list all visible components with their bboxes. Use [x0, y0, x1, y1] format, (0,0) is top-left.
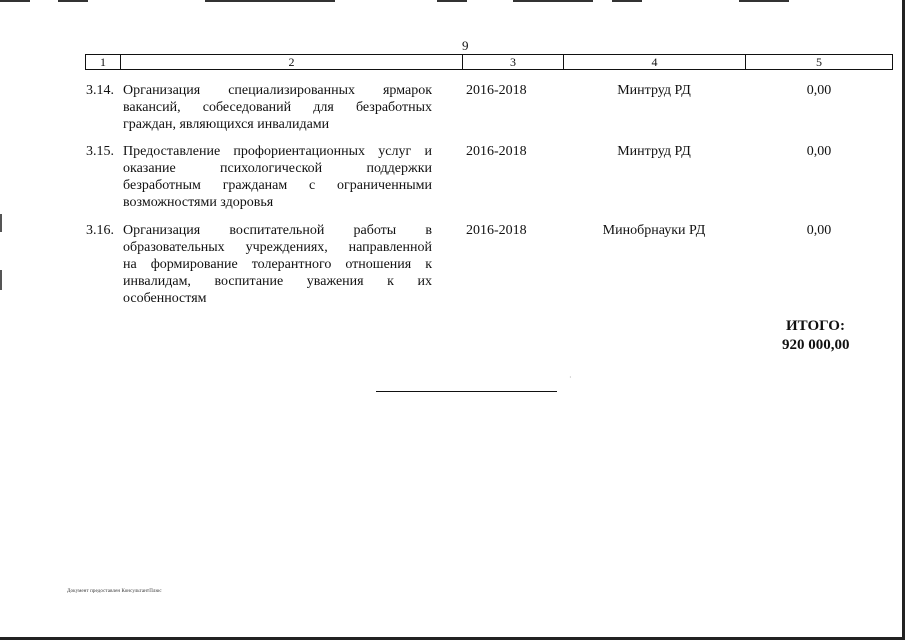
- description-line: возможностями здоровья: [123, 195, 274, 210]
- item-amount: 0,00: [806, 144, 832, 159]
- item-description: [123, 82, 432, 133]
- item-years: 2016-2018: [466, 83, 527, 98]
- column-number-header: [85, 54, 893, 70]
- description-line: на формирование толерантного отношения к: [123, 257, 432, 272]
- page-number: 9: [462, 38, 469, 53]
- item-amount: 0,00: [806, 83, 832, 98]
- description-line: Организация специализированных ярмарок: [123, 83, 432, 98]
- description-line: Предоставление профориентационных услуг и: [123, 144, 432, 159]
- total-label: ИТОГО:: [786, 318, 845, 334]
- scan-top-edge: [0, 0, 905, 2]
- item-executor: Минобрнауки РД: [602, 223, 706, 238]
- column-number-1: 1: [86, 55, 121, 70]
- item-description: [123, 222, 432, 307]
- footer-note: Документ предоставлен КонсультантПлюс: [67, 589, 162, 594]
- scan-left-mark: [0, 214, 2, 232]
- column-number-2: 2: [121, 55, 463, 70]
- item-years: 2016-2018: [466, 223, 527, 238]
- column-number-4: 4: [564, 55, 746, 70]
- scan-speck: ·: [569, 373, 572, 382]
- item-number: 3.15.: [86, 144, 114, 159]
- end-of-table-rule: [376, 391, 557, 392]
- item-description: [123, 143, 432, 211]
- description-line: оказание психологической поддержки: [123, 161, 432, 176]
- item-years: 2016-2018: [466, 144, 527, 159]
- description-line: особенностям: [123, 291, 207, 306]
- item-executor: Минтруд РД: [617, 83, 691, 98]
- item-number: 3.14.: [86, 83, 114, 98]
- scan-left-mark: [0, 270, 2, 290]
- item-executor: Минтруд РД: [617, 144, 691, 159]
- description-line: безработным гражданам с ограниченными: [123, 178, 432, 193]
- item-amount: 0,00: [806, 223, 832, 238]
- description-line: инвалидам, воспитание уважения к их: [123, 274, 432, 289]
- item-number: 3.16.: [86, 223, 114, 238]
- description-line: образовательных учреждениях, направленной: [123, 240, 432, 255]
- description-line: Организация воспитательной работы в: [123, 223, 432, 238]
- description-line: вакансий, собеседований для безработных: [123, 100, 432, 115]
- total-value: 920 000,00: [782, 337, 850, 353]
- column-number-3: 3: [463, 55, 564, 70]
- column-number-5: 5: [746, 55, 893, 70]
- description-line: граждан, являющихся инвалидами: [123, 117, 330, 132]
